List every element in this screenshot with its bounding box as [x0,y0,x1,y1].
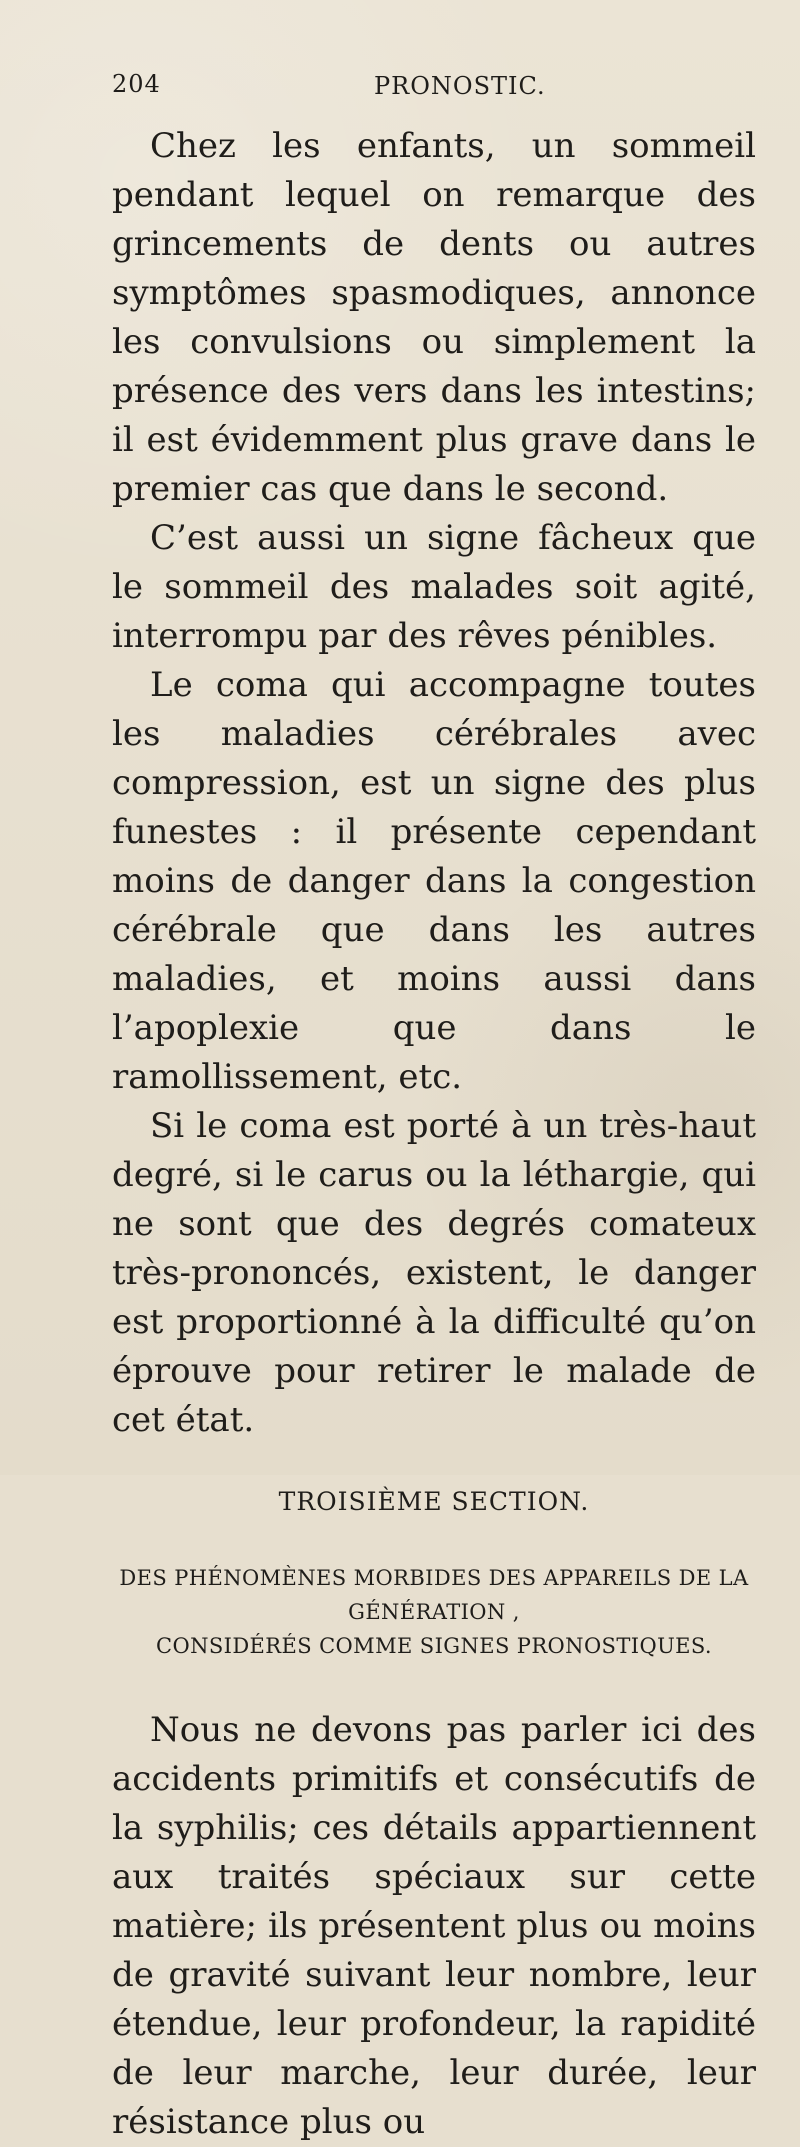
page-header [112,72,756,114]
paragraph-2: C’est aussi un signe fâcheux que le sommeil des malades soit agité, interrompu par des rêves pénibles. [112,518,756,656]
running-head: PRONOSTIC. [374,72,546,100]
paragraph-1: Chez les enfants, un sommeil pendant lequel on remarque des grincements de dents ou autres symptômes spasmodiques, annonce les convulsions ou simplement la présence des vers dans les intestins; il est évidemment plus grave dans le premier cas que dans le second. [112,126,756,509]
page-number: 204 [112,70,161,98]
section-subheading-line-2: CONSIDÉRÉS COMME SIGNES PRONOSTIQUES. [155,1634,713,1659]
paragraph-5: Nous ne devons pas parler ici des accidents primitifs et consécutifs de la syphilis; ces détails appartiennent aux traités spéciaux sur cette matière; ils présentent plus ou moins de gravité suivant leur nombre, leur étendue, leur profondeur, la rapidité de leur marche, leur durée, leur résistance plus ou [112,1710,756,2143]
section-subheading [112,1561,756,1663]
paragraph-3: Le coma qui accompagne toutes les maladies cérébrales avec compression, est un signe des plus funestes : il présente cependant moins de danger dans la congestion cérébrale que dans les autres maladies, et moins aussi dans l’apoplexie que dans le ramollissement, etc. [112,665,756,1097]
paragraph-4: Si le coma est porté à un très-haut degré, si le carus ou la léthargie, qui ne sont que des degrés comateux très-prononcés, existent, le danger est proportionné à la difficulté qu’on éprouve pour retirer le malade de cet état. [112,1106,756,1440]
section-subheading-line-1: DES PHÉNOMÈNES MORBIDES DES APPAREILS DE LA GÉNÉRATION , [119,1566,749,1625]
section-title: TROISIÈME SECTION. [278,1487,590,1516]
